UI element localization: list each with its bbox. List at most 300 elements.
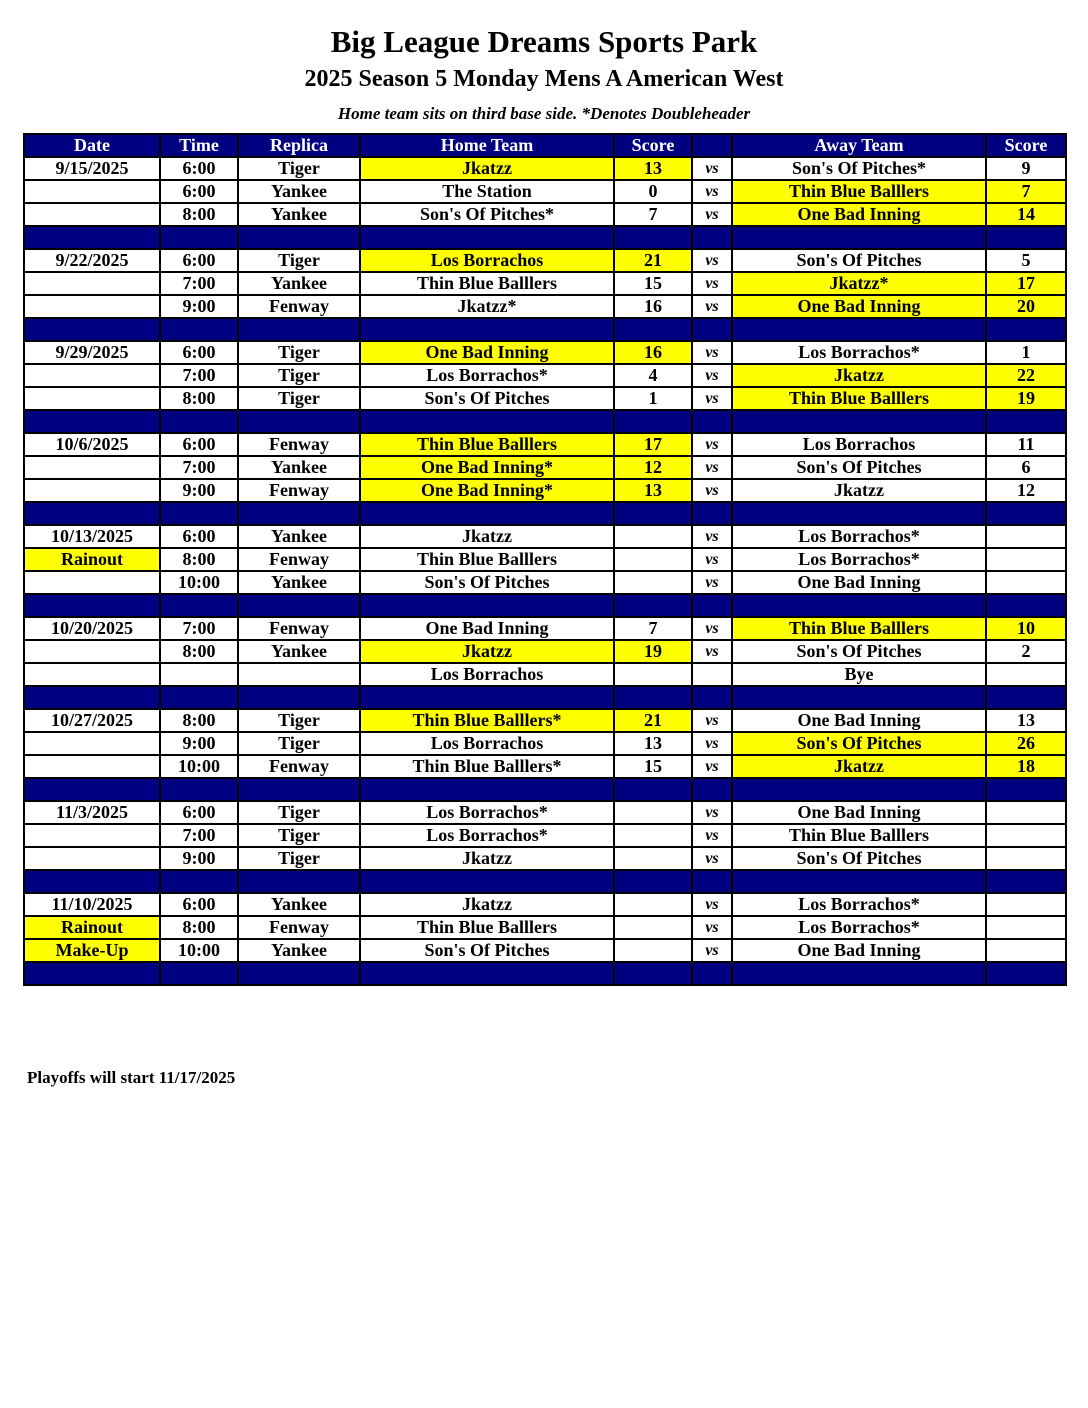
separator-cell xyxy=(614,686,692,709)
home-team-cell: Jkatzz xyxy=(360,525,614,548)
home-team-cell: Thin Blue Balllers xyxy=(360,548,614,571)
time-cell: 6:00 xyxy=(160,801,238,824)
vs-cell: vs xyxy=(692,341,732,364)
time-cell: 6:00 xyxy=(160,893,238,916)
replica-cell: Tiger xyxy=(238,341,360,364)
table-row xyxy=(24,433,1066,456)
home-score-cell xyxy=(614,916,692,939)
away-score-cell xyxy=(986,916,1066,939)
time-cell: 9:00 xyxy=(160,732,238,755)
time-cell: 10:00 xyxy=(160,571,238,594)
home-score-cell xyxy=(614,939,692,962)
away-team-cell: Son's Of Pitches xyxy=(732,640,986,663)
separator-cell xyxy=(238,870,360,893)
home-team-cell: Los Borrachos* xyxy=(360,801,614,824)
separator-cell xyxy=(986,502,1066,525)
away-score-cell: 10 xyxy=(986,617,1066,640)
vs-cell: vs xyxy=(692,456,732,479)
time-cell: 8:00 xyxy=(160,640,238,663)
away-team-cell: Los Borrachos* xyxy=(732,893,986,916)
home-score-cell: 7 xyxy=(614,203,692,226)
away-score-cell xyxy=(986,893,1066,916)
col-home-team: Home Team xyxy=(360,134,614,157)
week-separator xyxy=(24,870,1066,893)
separator-cell xyxy=(614,318,692,341)
away-score-cell: 5 xyxy=(986,249,1066,272)
away-team-cell: Jkatzz xyxy=(732,479,986,502)
time-cell: 6:00 xyxy=(160,249,238,272)
separator-cell xyxy=(360,410,614,433)
table-row xyxy=(24,663,1066,686)
time-cell: 7:00 xyxy=(160,456,238,479)
header-row xyxy=(24,134,1066,157)
time-cell: 9:00 xyxy=(160,479,238,502)
separator-cell xyxy=(732,594,986,617)
home-score-cell xyxy=(614,801,692,824)
replica-cell: Fenway xyxy=(238,433,360,456)
table-row xyxy=(24,939,1066,962)
table-row xyxy=(24,180,1066,203)
table-row xyxy=(24,157,1066,180)
time-cell: 8:00 xyxy=(160,709,238,732)
replica-cell: Fenway xyxy=(238,548,360,571)
separator-cell xyxy=(986,870,1066,893)
replica-cell: Yankee xyxy=(238,203,360,226)
col-vs xyxy=(692,134,732,157)
away-score-cell: 17 xyxy=(986,272,1066,295)
away-team-cell: Los Borrachos* xyxy=(732,548,986,571)
time-cell: 6:00 xyxy=(160,341,238,364)
separator-cell xyxy=(160,870,238,893)
home-team-cell: Son's Of Pitches xyxy=(360,939,614,962)
home-team-cell: Jkatzz xyxy=(360,640,614,663)
away-team-cell: Thin Blue Balllers xyxy=(732,387,986,410)
vs-cell: vs xyxy=(692,847,732,870)
replica-cell xyxy=(238,663,360,686)
away-score-cell xyxy=(986,548,1066,571)
vs-cell: vs xyxy=(692,203,732,226)
home-score-cell: 0 xyxy=(614,180,692,203)
date-cell xyxy=(24,295,160,318)
vs-cell: vs xyxy=(692,479,732,502)
away-score-cell xyxy=(986,847,1066,870)
home-team-cell: Los Borrachos xyxy=(360,249,614,272)
vs-cell: vs xyxy=(692,571,732,594)
replica-cell: Tiger xyxy=(238,709,360,732)
separator-cell xyxy=(238,594,360,617)
separator-cell xyxy=(160,410,238,433)
date-cell: 10/6/2025 xyxy=(24,433,160,456)
away-team-cell: Jkatzz xyxy=(732,364,986,387)
separator-cell xyxy=(732,502,986,525)
away-team-cell: Thin Blue Balllers xyxy=(732,180,986,203)
week-separator xyxy=(24,226,1066,249)
vs-cell: vs xyxy=(692,157,732,180)
home-team-cell: Son's Of Pitches xyxy=(360,387,614,410)
page-title: Big League Dreams Sports Park xyxy=(330,24,758,59)
week-separator xyxy=(24,318,1066,341)
separator-cell xyxy=(732,686,986,709)
home-score-cell xyxy=(614,893,692,916)
home-team-cell: Thin Blue Balllers* xyxy=(360,755,614,778)
table-row xyxy=(24,479,1066,502)
separator-cell xyxy=(692,318,732,341)
table-row xyxy=(24,709,1066,732)
replica-cell: Tiger xyxy=(238,157,360,180)
vs-cell: vs xyxy=(692,755,732,778)
table-row xyxy=(24,893,1066,916)
away-team-cell: Thin Blue Balllers xyxy=(732,617,986,640)
vs-cell: vs xyxy=(692,801,732,824)
vs-cell: vs xyxy=(692,295,732,318)
replica-cell: Yankee xyxy=(238,640,360,663)
separator-cell xyxy=(986,962,1066,985)
home-team-cell: One Bad Inning* xyxy=(360,479,614,502)
separator-cell xyxy=(614,594,692,617)
home-score-cell xyxy=(614,548,692,571)
home-score-cell: 16 xyxy=(614,341,692,364)
replica-cell: Yankee xyxy=(238,525,360,548)
replica-cell: Tiger xyxy=(238,387,360,410)
separator-cell xyxy=(24,226,160,249)
separator-cell xyxy=(360,962,614,985)
away-team-cell: One Bad Inning xyxy=(732,709,986,732)
separator-cell xyxy=(692,962,732,985)
separator-cell xyxy=(360,226,614,249)
home-score-cell: 16 xyxy=(614,295,692,318)
home-team-cell: Jkatzz xyxy=(360,893,614,916)
vs-cell: vs xyxy=(692,732,732,755)
week-separator xyxy=(24,778,1066,801)
vs-cell: vs xyxy=(692,180,732,203)
separator-cell xyxy=(360,686,614,709)
vs-cell: vs xyxy=(692,916,732,939)
col-replica: Replica xyxy=(238,134,360,157)
separator-cell xyxy=(986,686,1066,709)
home-team-cell: The Station xyxy=(360,180,614,203)
time-cell: 6:00 xyxy=(160,433,238,456)
table-row xyxy=(24,824,1066,847)
separator-cell xyxy=(160,686,238,709)
date-cell: 9/29/2025 xyxy=(24,341,160,364)
away-score-cell xyxy=(986,801,1066,824)
vs-cell: vs xyxy=(692,249,732,272)
time-cell: 9:00 xyxy=(160,295,238,318)
table-row xyxy=(24,732,1066,755)
separator-cell xyxy=(732,778,986,801)
away-score-cell xyxy=(986,525,1066,548)
away-score-cell: 18 xyxy=(986,755,1066,778)
table-row xyxy=(24,801,1066,824)
separator-cell xyxy=(360,502,614,525)
playoffs-note: Playoffs will start 11/17/2025 xyxy=(27,1068,236,1087)
away-score-cell: 13 xyxy=(986,709,1066,732)
away-team-cell: One Bad Inning xyxy=(732,571,986,594)
replica-cell: Tiger xyxy=(238,801,360,824)
home-team-cell: One Bad Inning xyxy=(360,617,614,640)
away-team-cell: Bye xyxy=(732,663,986,686)
time-cell: 7:00 xyxy=(160,617,238,640)
table-row xyxy=(24,640,1066,663)
vs-cell: vs xyxy=(692,640,732,663)
date-cell: 10/13/2025 xyxy=(24,525,160,548)
separator-cell xyxy=(160,594,238,617)
col-away-score: Score xyxy=(986,134,1066,157)
replica-cell: Yankee xyxy=(238,180,360,203)
separator-cell xyxy=(692,226,732,249)
home-score-cell xyxy=(614,847,692,870)
separator-cell xyxy=(160,226,238,249)
separator-cell xyxy=(160,778,238,801)
replica-cell: Tiger xyxy=(238,364,360,387)
table-row xyxy=(24,525,1066,548)
home-score-cell: 13 xyxy=(614,732,692,755)
replica-cell: Tiger xyxy=(238,847,360,870)
date-cell xyxy=(24,272,160,295)
replica-cell: Fenway xyxy=(238,479,360,502)
date-cell: 10/27/2025 xyxy=(24,709,160,732)
time-cell: 8:00 xyxy=(160,548,238,571)
away-score-cell: 26 xyxy=(986,732,1066,755)
away-team-cell: One Bad Inning xyxy=(732,939,986,962)
home-team-cell: Son's Of Pitches xyxy=(360,571,614,594)
table-row xyxy=(24,916,1066,939)
away-score-cell: 1 xyxy=(986,341,1066,364)
vs-cell: vs xyxy=(692,433,732,456)
separator-cell xyxy=(692,870,732,893)
separator-cell xyxy=(24,594,160,617)
replica-cell: Yankee xyxy=(238,939,360,962)
separator-cell xyxy=(238,502,360,525)
away-team-cell: Los Borrachos xyxy=(732,433,986,456)
page-subtitle: 2025 Season 5 Monday Mens A American West xyxy=(304,66,784,92)
table-row xyxy=(24,456,1066,479)
separator-cell xyxy=(160,502,238,525)
separator-cell xyxy=(692,778,732,801)
table-row xyxy=(24,341,1066,364)
col-date: Date xyxy=(24,134,160,157)
separator-cell xyxy=(986,226,1066,249)
date-cell: Rainout xyxy=(24,916,160,939)
away-team-cell: Jkatzz xyxy=(732,755,986,778)
home-score-cell: 19 xyxy=(614,640,692,663)
separator-cell xyxy=(160,318,238,341)
table-row xyxy=(24,847,1066,870)
home-team-cell: Jkatzz* xyxy=(360,295,614,318)
separator-cell xyxy=(24,870,160,893)
home-team-cell: One Bad Inning* xyxy=(360,456,614,479)
date-cell: 9/22/2025 xyxy=(24,249,160,272)
home-score-cell: 17 xyxy=(614,433,692,456)
date-cell xyxy=(24,755,160,778)
date-cell xyxy=(24,387,160,410)
home-score-cell: 13 xyxy=(614,157,692,180)
home-team-cell: Thin Blue Balllers xyxy=(360,916,614,939)
date-cell: 10/20/2025 xyxy=(24,617,160,640)
time-cell: 7:00 xyxy=(160,364,238,387)
table-row xyxy=(24,295,1066,318)
home-score-cell: 15 xyxy=(614,272,692,295)
away-score-cell: 9 xyxy=(986,157,1066,180)
away-score-cell: 14 xyxy=(986,203,1066,226)
time-cell: 6:00 xyxy=(160,525,238,548)
time-cell: 8:00 xyxy=(160,387,238,410)
home-team-cell: Los Borrachos xyxy=(360,732,614,755)
vs-cell: vs xyxy=(692,387,732,410)
vs-cell: vs xyxy=(692,525,732,548)
col-home-score: Score xyxy=(614,134,692,157)
time-cell: 9:00 xyxy=(160,847,238,870)
away-score-cell: 11 xyxy=(986,433,1066,456)
time-cell: 8:00 xyxy=(160,203,238,226)
away-score-cell xyxy=(986,663,1066,686)
separator-cell xyxy=(732,318,986,341)
separator-cell xyxy=(692,502,732,525)
home-score-cell xyxy=(614,824,692,847)
separator-cell xyxy=(238,778,360,801)
away-score-cell: 19 xyxy=(986,387,1066,410)
home-team-cell: Los Borrachos* xyxy=(360,364,614,387)
time-cell: 7:00 xyxy=(160,824,238,847)
away-team-cell: Son's Of Pitches xyxy=(732,249,986,272)
replica-cell: Fenway xyxy=(238,617,360,640)
separator-cell xyxy=(986,778,1066,801)
col-away-team: Away Team xyxy=(732,134,986,157)
separator-cell xyxy=(732,870,986,893)
schedule-note: Home team sits on third base side. *Denotes Doubleheader xyxy=(337,104,751,123)
home-team-cell: Los Borrachos xyxy=(360,663,614,686)
home-score-cell: 1 xyxy=(614,387,692,410)
separator-cell xyxy=(614,226,692,249)
table-row xyxy=(24,387,1066,410)
home-team-cell: One Bad Inning xyxy=(360,341,614,364)
date-cell xyxy=(24,732,160,755)
table-row xyxy=(24,617,1066,640)
replica-cell: Tiger xyxy=(238,249,360,272)
week-separator xyxy=(24,686,1066,709)
home-score-cell xyxy=(614,525,692,548)
table-row xyxy=(24,548,1066,571)
table-row xyxy=(24,571,1066,594)
table-row xyxy=(24,755,1066,778)
away-team-cell: Thin Blue Balllers xyxy=(732,824,986,847)
home-team-cell: Thin Blue Balllers* xyxy=(360,709,614,732)
week-separator xyxy=(24,594,1066,617)
home-score-cell: 21 xyxy=(614,249,692,272)
home-score-cell: 7 xyxy=(614,617,692,640)
away-score-cell: 6 xyxy=(986,456,1066,479)
separator-cell xyxy=(614,962,692,985)
time-cell xyxy=(160,663,238,686)
time-cell: 10:00 xyxy=(160,939,238,962)
separator-cell xyxy=(614,410,692,433)
away-score-cell: 7 xyxy=(986,180,1066,203)
week-separator xyxy=(24,410,1066,433)
replica-cell: Fenway xyxy=(238,295,360,318)
date-cell: Rainout xyxy=(24,548,160,571)
home-team-cell: Thin Blue Balllers xyxy=(360,433,614,456)
separator-cell xyxy=(24,686,160,709)
home-score-cell: 21 xyxy=(614,709,692,732)
away-score-cell: 2 xyxy=(986,640,1066,663)
separator-cell xyxy=(614,502,692,525)
vs-cell xyxy=(692,663,732,686)
vs-cell: vs xyxy=(692,364,732,387)
separator-cell xyxy=(360,318,614,341)
date-cell: 9/15/2025 xyxy=(24,157,160,180)
time-cell: 10:00 xyxy=(160,755,238,778)
separator-cell xyxy=(360,870,614,893)
away-team-cell: One Bad Inning xyxy=(732,801,986,824)
away-team-cell: Son's Of Pitches xyxy=(732,456,986,479)
vs-cell: vs xyxy=(692,824,732,847)
date-cell xyxy=(24,640,160,663)
vs-cell: vs xyxy=(692,272,732,295)
vs-cell: vs xyxy=(692,939,732,962)
home-score-cell xyxy=(614,571,692,594)
table-row xyxy=(24,203,1066,226)
table-row xyxy=(24,249,1066,272)
separator-cell xyxy=(238,962,360,985)
home-team-cell: Los Borrachos* xyxy=(360,824,614,847)
date-cell xyxy=(24,364,160,387)
vs-cell: vs xyxy=(692,617,732,640)
separator-cell xyxy=(238,226,360,249)
separator-cell xyxy=(614,870,692,893)
home-score-cell: 15 xyxy=(614,755,692,778)
separator-cell xyxy=(24,318,160,341)
separator-cell xyxy=(986,410,1066,433)
home-team-cell: Thin Blue Balllers xyxy=(360,272,614,295)
away-score-cell: 20 xyxy=(986,295,1066,318)
separator-cell xyxy=(614,778,692,801)
date-cell xyxy=(24,180,160,203)
away-score-cell: 12 xyxy=(986,479,1066,502)
separator-cell xyxy=(238,410,360,433)
away-team-cell: Jkatzz* xyxy=(732,272,986,295)
date-cell: Make-Up xyxy=(24,939,160,962)
replica-cell: Yankee xyxy=(238,272,360,295)
date-cell xyxy=(24,847,160,870)
replica-cell: Fenway xyxy=(238,916,360,939)
away-team-cell: Los Borrachos* xyxy=(732,916,986,939)
home-team-cell: Jkatzz xyxy=(360,157,614,180)
replica-cell: Tiger xyxy=(238,732,360,755)
date-cell xyxy=(24,479,160,502)
week-separator xyxy=(24,962,1066,985)
home-score-cell xyxy=(614,663,692,686)
schedule-table xyxy=(23,133,1067,986)
home-score-cell: 13 xyxy=(614,479,692,502)
date-cell: 11/10/2025 xyxy=(24,893,160,916)
away-score-cell xyxy=(986,571,1066,594)
table-row xyxy=(24,272,1066,295)
away-team-cell: Son's Of Pitches* xyxy=(732,157,986,180)
separator-cell xyxy=(732,410,986,433)
time-cell: 8:00 xyxy=(160,916,238,939)
vs-cell: vs xyxy=(692,893,732,916)
date-cell: 11/3/2025 xyxy=(24,801,160,824)
separator-cell xyxy=(692,686,732,709)
separator-cell xyxy=(24,502,160,525)
vs-cell: vs xyxy=(692,548,732,571)
away-score-cell xyxy=(986,939,1066,962)
separator-cell xyxy=(24,962,160,985)
date-cell xyxy=(24,456,160,479)
time-cell: 7:00 xyxy=(160,272,238,295)
separator-cell xyxy=(238,686,360,709)
date-cell xyxy=(24,571,160,594)
